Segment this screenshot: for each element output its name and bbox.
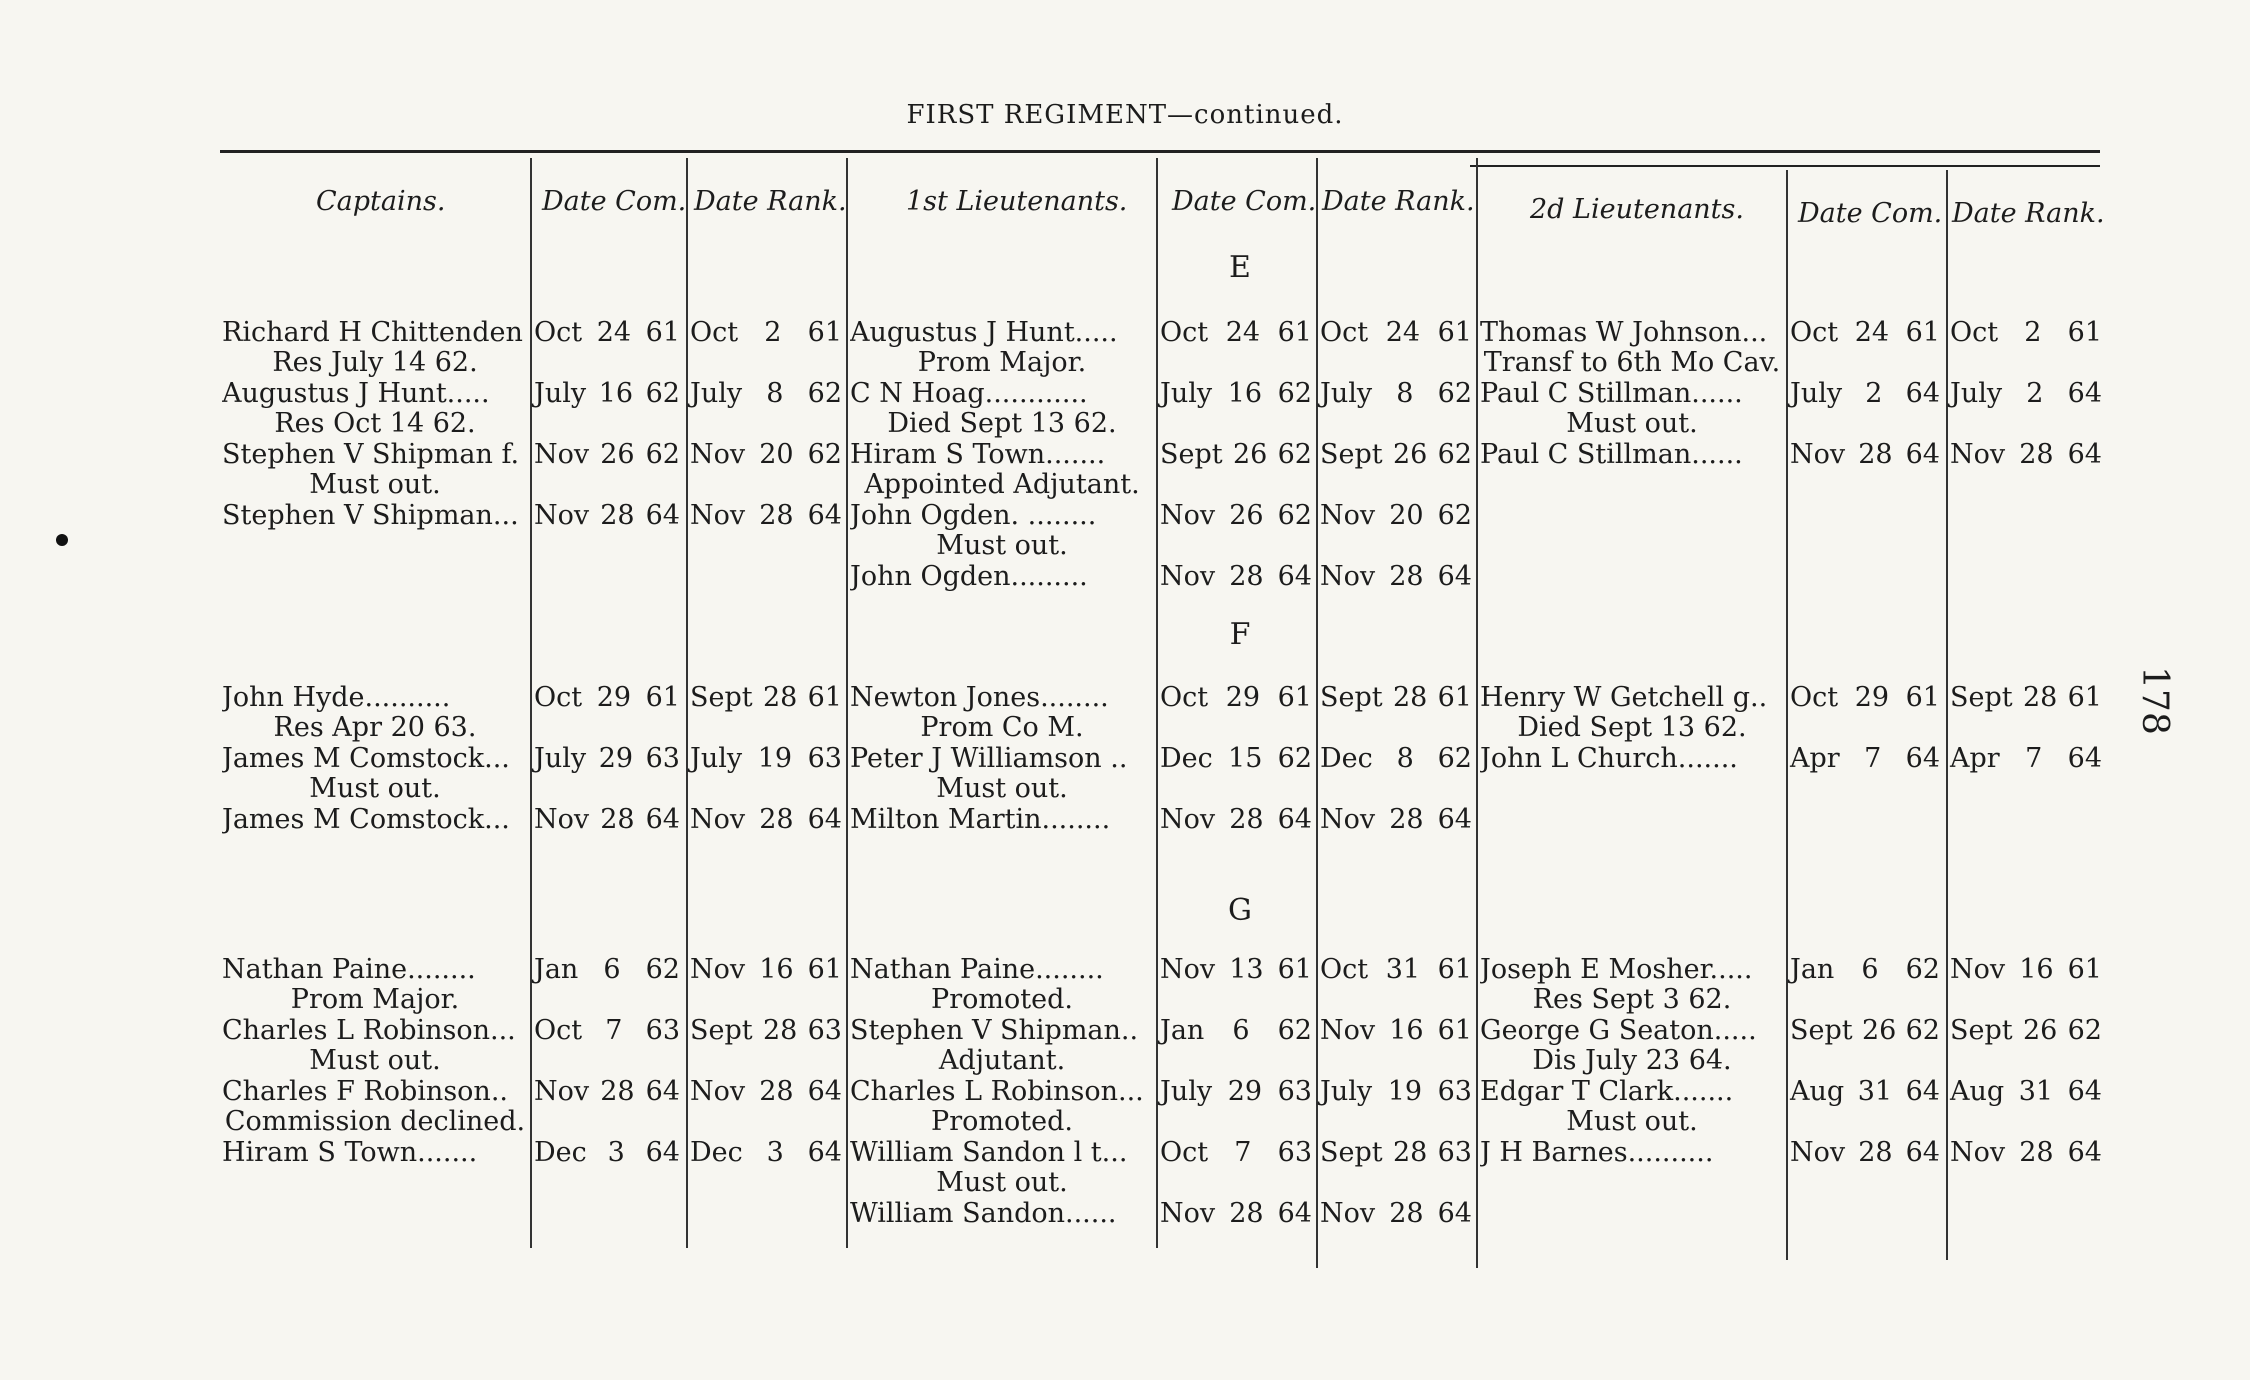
ink-blot — [56, 534, 68, 546]
officer-name: William Sandon l t... — [850, 1138, 1128, 1168]
section-letter-e: E — [1229, 250, 1251, 285]
officer-name: William Sandon...... — [850, 1199, 1117, 1229]
date-commissioned: Oct 24 61 — [534, 317, 680, 348]
date-commissioned: Aug 31 64 — [1790, 1076, 1940, 1107]
officer-name: John Ogden. ........ — [850, 501, 1097, 531]
service-note: Prom Co M. — [920, 712, 1084, 743]
date-rank: Sept 28 61 — [1320, 682, 1472, 713]
section-letter-f: F — [1229, 617, 1251, 652]
service-note: Adjutant. — [938, 1045, 1066, 1076]
header-captains: Captains. — [316, 186, 446, 217]
column-divider — [686, 158, 688, 1248]
date-commissioned: July 29 63 — [1160, 1076, 1312, 1107]
date-commissioned: Nov 26 62 — [534, 439, 680, 470]
header-second-lt-date-rank: Date Rank. — [1952, 198, 2105, 229]
date-commissioned: Oct 24 61 — [1790, 317, 1940, 348]
officer-name: Nathan Paine........ — [850, 955, 1104, 985]
header-first-lt-date-com: Date Com. — [1172, 186, 1317, 217]
officer-name: Charles F Robinson.. — [222, 1077, 508, 1107]
header-first-lieutenants: 1st Lieutenants. — [906, 186, 1128, 217]
officer-name: John Hyde.......... — [222, 683, 451, 713]
date-commissioned: Nov 13 61 — [1160, 954, 1312, 985]
date-rank: Nov 28 64 — [690, 1076, 842, 1107]
officer-name: Paul C Stillman...... — [1480, 379, 1743, 409]
service-note: Promoted. — [931, 984, 1073, 1015]
date-rank: Oct 2 61 — [1950, 317, 2102, 348]
date-rank: Sept 28 63 — [690, 1015, 842, 1046]
service-note: Promoted. — [931, 1106, 1073, 1137]
service-note: Commission declined. — [224, 1106, 526, 1137]
officer-name: James M Comstock... — [222, 744, 510, 774]
date-rank: Nov 28 64 — [1320, 804, 1472, 835]
page-number: 178 — [2133, 666, 2175, 735]
top-rule-thin — [1470, 165, 2100, 167]
date-rank: Aug 31 64 — [1950, 1076, 2102, 1107]
date-rank: Nov 28 64 — [690, 804, 842, 835]
date-commissioned: Oct 29 61 — [1790, 682, 1940, 713]
date-commissioned: Nov 28 64 — [534, 500, 680, 531]
date-rank: Oct 31 61 — [1320, 954, 1472, 985]
date-commissioned: July 2 64 — [1790, 378, 1940, 409]
top-rule — [220, 150, 2100, 153]
officer-name: Stephen V Shipman... — [222, 501, 519, 531]
service-note: Must out. — [936, 773, 1068, 804]
date-commissioned: Oct 7 63 — [534, 1015, 680, 1046]
service-note: Appointed Adjutant. — [864, 469, 1140, 500]
date-rank: July 8 62 — [690, 378, 842, 409]
column-divider — [1316, 158, 1318, 1268]
officer-name: Thomas W Johnson... — [1480, 318, 1768, 348]
header-captain-date-com: Date Com. — [542, 186, 687, 217]
officer-name: John L Church....... — [1480, 744, 1738, 774]
date-rank: Sept 26 62 — [1950, 1015, 2102, 1046]
date-commissioned: Jan 6 62 — [1790, 954, 1940, 985]
date-rank: Oct 24 61 — [1320, 317, 1472, 348]
officer-name: John Ogden......... — [850, 562, 1088, 592]
service-note: Must out. — [936, 530, 1068, 561]
column-divider — [1156, 158, 1158, 1248]
date-rank: Nov 28 64 — [1950, 439, 2102, 470]
date-commissioned: Jan 6 62 — [534, 954, 680, 985]
date-commissioned: Nov 28 64 — [1160, 804, 1312, 835]
service-note: Must out. — [309, 1045, 441, 1076]
date-commissioned: July 16 62 — [534, 378, 680, 409]
date-rank: Nov 28 64 — [1320, 1198, 1472, 1229]
date-commissioned: Nov 28 64 — [1790, 1137, 1940, 1168]
officer-name: Paul C Stillman...... — [1480, 440, 1743, 470]
officer-name: Augustus J Hunt..... — [850, 318, 1118, 348]
service-note: Res Oct 14 62. — [274, 408, 476, 439]
officer-name: C N Hoag............ — [850, 379, 1088, 409]
officer-name: George G Seaton..... — [1480, 1016, 1757, 1046]
date-rank: Sept 28 63 — [1320, 1137, 1472, 1168]
date-rank: Nov 28 64 — [1950, 1137, 2102, 1168]
service-note: Must out. — [936, 1167, 1068, 1198]
service-note: Must out. — [309, 469, 441, 500]
service-note: Res Sept 3 62. — [1532, 984, 1732, 1015]
date-commissioned: July 29 63 — [534, 743, 680, 774]
date-rank: Dec 8 62 — [1320, 743, 1472, 774]
service-note: Must out. — [1566, 408, 1698, 439]
date-rank: Oct 2 61 — [690, 317, 842, 348]
officer-name: J H Barnes.......... — [1480, 1138, 1714, 1168]
officer-name: Joseph E Mosher..... — [1480, 955, 1753, 985]
page-title: FIRST REGIMENT—continued. — [906, 100, 1344, 130]
date-rank: July 2 64 — [1950, 378, 2102, 409]
officer-name: Richard H Chittenden — [222, 318, 523, 348]
date-rank: Nov 16 61 — [690, 954, 842, 985]
officer-name: Hiram S Town....... — [850, 440, 1106, 470]
date-rank: Nov 16 61 — [1950, 954, 2102, 985]
date-rank: July 8 62 — [1320, 378, 1472, 409]
date-rank: July 19 63 — [1320, 1076, 1472, 1107]
date-rank: Dec 3 64 — [690, 1137, 842, 1168]
date-commissioned: Nov 28 64 — [1790, 439, 1940, 470]
header-first-lt-date-rank: Date Rank. — [1322, 186, 1475, 217]
date-commissioned: Nov 28 64 — [534, 1076, 680, 1107]
officer-name: Hiram S Town....... — [222, 1138, 478, 1168]
section-letter-g: G — [1228, 893, 1252, 928]
column-divider — [1786, 170, 1788, 1260]
service-note: Must out. — [1566, 1106, 1698, 1137]
date-commissioned: Apr 7 64 — [1790, 743, 1940, 774]
column-divider — [1476, 158, 1478, 1268]
header-second-lt-date-com: Date Com. — [1798, 198, 1943, 229]
date-rank: Nov 16 61 — [1320, 1015, 1472, 1046]
date-rank: Sept 26 62 — [1320, 439, 1472, 470]
date-commissioned: Oct 29 61 — [1160, 682, 1312, 713]
officer-name: Nathan Paine........ — [222, 955, 476, 985]
date-rank: Nov 28 64 — [690, 500, 842, 531]
officer-name: Stephen V Shipman f. — [222, 440, 520, 470]
officer-name: Edgar T Clark....... — [1480, 1077, 1734, 1107]
service-note: Prom Major. — [917, 347, 1087, 378]
officer-name: Stephen V Shipman.. — [850, 1016, 1139, 1046]
date-commissioned: Dec 3 64 — [534, 1137, 680, 1168]
date-commissioned: Sept 26 62 — [1160, 439, 1312, 470]
officer-name: Peter J Williamson .. — [850, 744, 1128, 774]
service-note: Must out. — [309, 773, 441, 804]
date-rank: Apr 7 64 — [1950, 743, 2102, 774]
officer-name: Newton Jones........ — [850, 683, 1109, 713]
date-commissioned: Nov 28 64 — [1160, 561, 1312, 592]
column-divider — [1946, 170, 1948, 1260]
officer-name: Charles L Robinson... — [222, 1016, 516, 1046]
service-note: Died Sept 13 62. — [1517, 712, 1747, 743]
date-rank: Nov 20 62 — [690, 439, 842, 470]
officer-name: Charles L Robinson... — [850, 1077, 1144, 1107]
date-commissioned: Oct 24 61 — [1160, 317, 1312, 348]
header-captain-date-rank: Date Rank. — [694, 186, 847, 217]
officer-name: Henry W Getchell g.. — [1480, 683, 1768, 713]
date-rank: Nov 28 64 — [1320, 561, 1472, 592]
header-second-lieutenants: 2d Lieutenants. — [1530, 194, 1744, 225]
date-commissioned: Oct 7 63 — [1160, 1137, 1312, 1168]
column-divider — [846, 158, 848, 1248]
date-commissioned: Nov 26 62 — [1160, 500, 1312, 531]
date-commissioned: Nov 28 64 — [534, 804, 680, 835]
date-rank: Sept 28 61 — [690, 682, 842, 713]
column-divider — [530, 158, 532, 1248]
service-note: Prom Major. — [290, 984, 460, 1015]
date-rank: Sept 28 61 — [1950, 682, 2102, 713]
service-note: Died Sept 13 62. — [887, 408, 1117, 439]
service-note: Res Apr 20 63. — [273, 712, 477, 743]
date-commissioned: July 16 62 — [1160, 378, 1312, 409]
officer-name: Milton Martin........ — [850, 805, 1111, 835]
date-rank: July 19 63 — [690, 743, 842, 774]
date-commissioned: Oct 29 61 — [534, 682, 680, 713]
service-note: Transf to 6th Mo Cav. — [1483, 347, 1781, 378]
officer-name: Augustus J Hunt..... — [222, 379, 490, 409]
date-rank: Nov 20 62 — [1320, 500, 1472, 531]
date-commissioned: Dec 15 62 — [1160, 743, 1312, 774]
service-note: Res July 14 62. — [272, 347, 478, 378]
service-note: Dis July 23 64. — [1532, 1045, 1732, 1076]
date-commissioned: Jan 6 62 — [1160, 1015, 1312, 1046]
date-commissioned: Nov 28 64 — [1160, 1198, 1312, 1229]
date-commissioned: Sept 26 62 — [1790, 1015, 1940, 1046]
officer-name: James M Comstock... — [222, 805, 510, 835]
